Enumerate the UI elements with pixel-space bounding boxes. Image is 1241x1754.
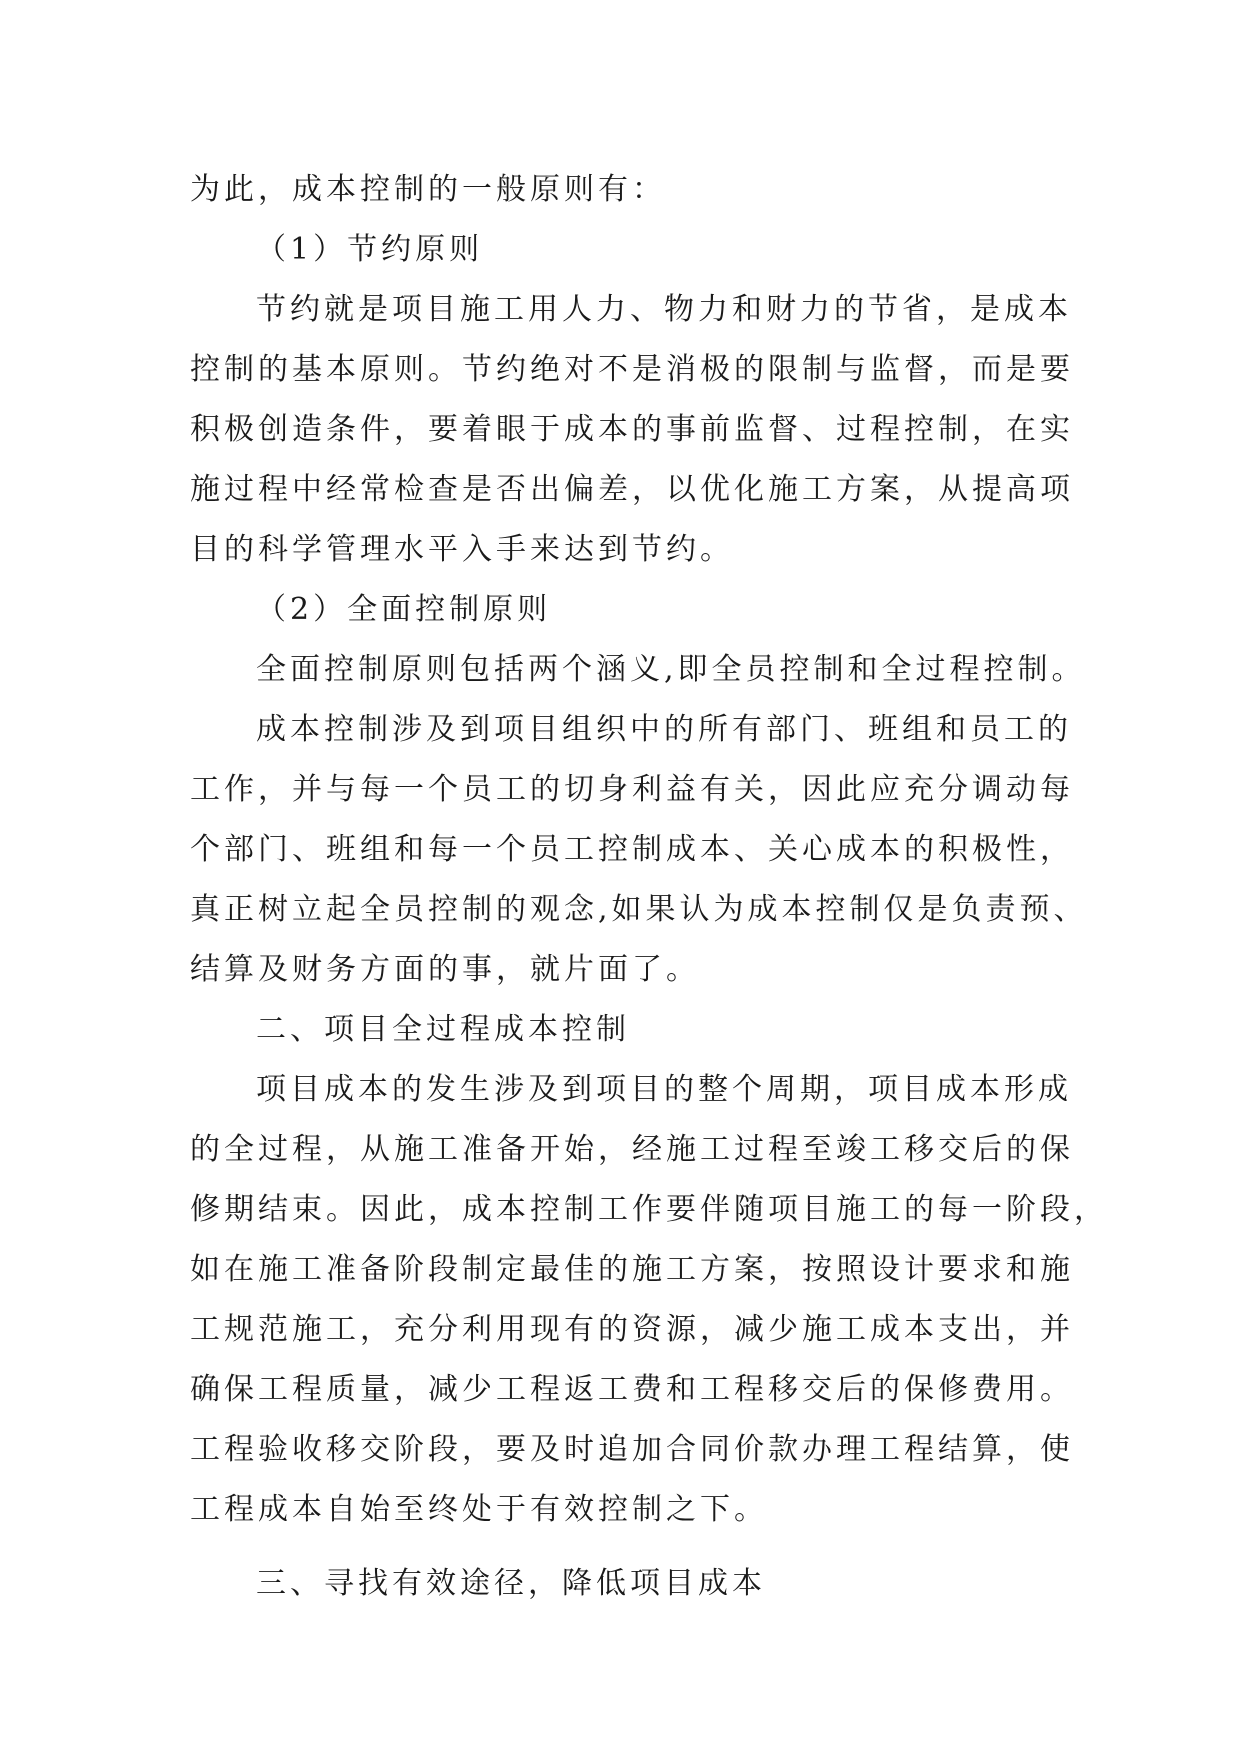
section-heading: 三、寻找有效途径，降低项目成本 — [256, 1566, 766, 1601]
paragraph-line: 确保工程质量，减少工程返工费和工程移交后的保修费用。 — [190, 1372, 1074, 1407]
paragraph-line: 真正树立起全员控制的观念,如果认为成本控制仅是负责预、 — [190, 892, 1088, 927]
document-body — [190, 160, 1108, 1614]
paragraph-line: 项目成本的发生涉及到项目的整个周期，项目成本形成 — [256, 1072, 1072, 1107]
paragraph-line: 个部门、班组和每一个员工控制成本、关心成本的积极性， — [190, 832, 1074, 867]
paragraph-line: 节约就是项目施工用人力、物力和财力的节省，是成本 — [256, 292, 1072, 327]
paragraph-line: 成本控制涉及到项目组织中的所有部门、班组和员工的 — [256, 712, 1072, 747]
section-heading: 二、项目全过程成本控制 — [256, 1012, 630, 1047]
paragraph-line: 目的科学管理水平入手来达到节约。 — [190, 532, 734, 567]
paragraph-line: 为此，成本控制的一般原则有： — [190, 172, 666, 207]
section-heading: （2）全面控制原则 — [256, 592, 552, 627]
paragraph-line: 工程成本自始至终处于有效控制之下。 — [190, 1492, 768, 1527]
paragraph-line: 工作，并与每一个员工的切身利益有关，因此应充分调动每 — [190, 772, 1074, 807]
paragraph-line: 工程验收移交阶段，要及时追加合同价款办理工程结算，使 — [190, 1432, 1074, 1467]
paragraph-line: 结算及财务方面的事，就片面了。 — [190, 952, 700, 987]
paragraph-line: 如在施工准备阶段制定最佳的施工方案，按照设计要求和施 — [190, 1252, 1074, 1287]
paragraph-line: 的全过程，从施工准备开始，经施工过程至竣工移交后的保 — [190, 1132, 1074, 1167]
paragraph-line: 施过程中经常检查是否出偏差，以优化施工方案，从提高项 — [190, 472, 1074, 507]
paragraph-line: 修期结束。因此，成本控制工作要伴随项目施工的每一阶段， — [190, 1192, 1108, 1227]
paragraph-line: 积极创造条件，要着眼于成本的事前监督、过程控制，在实 — [190, 412, 1074, 447]
paragraph-line: 控制的基本原则。节约绝对不是消极的限制与监督，而是要 — [190, 352, 1074, 387]
paragraph-line: 全面控制原则包括两个涵义,即全员控制和全过程控制。 — [256, 652, 1086, 687]
paragraph-line: 工规范施工，充分利用现有的资源，减少施工成本支出，并 — [190, 1312, 1074, 1347]
section-heading: （1）节约原则 — [256, 232, 484, 267]
